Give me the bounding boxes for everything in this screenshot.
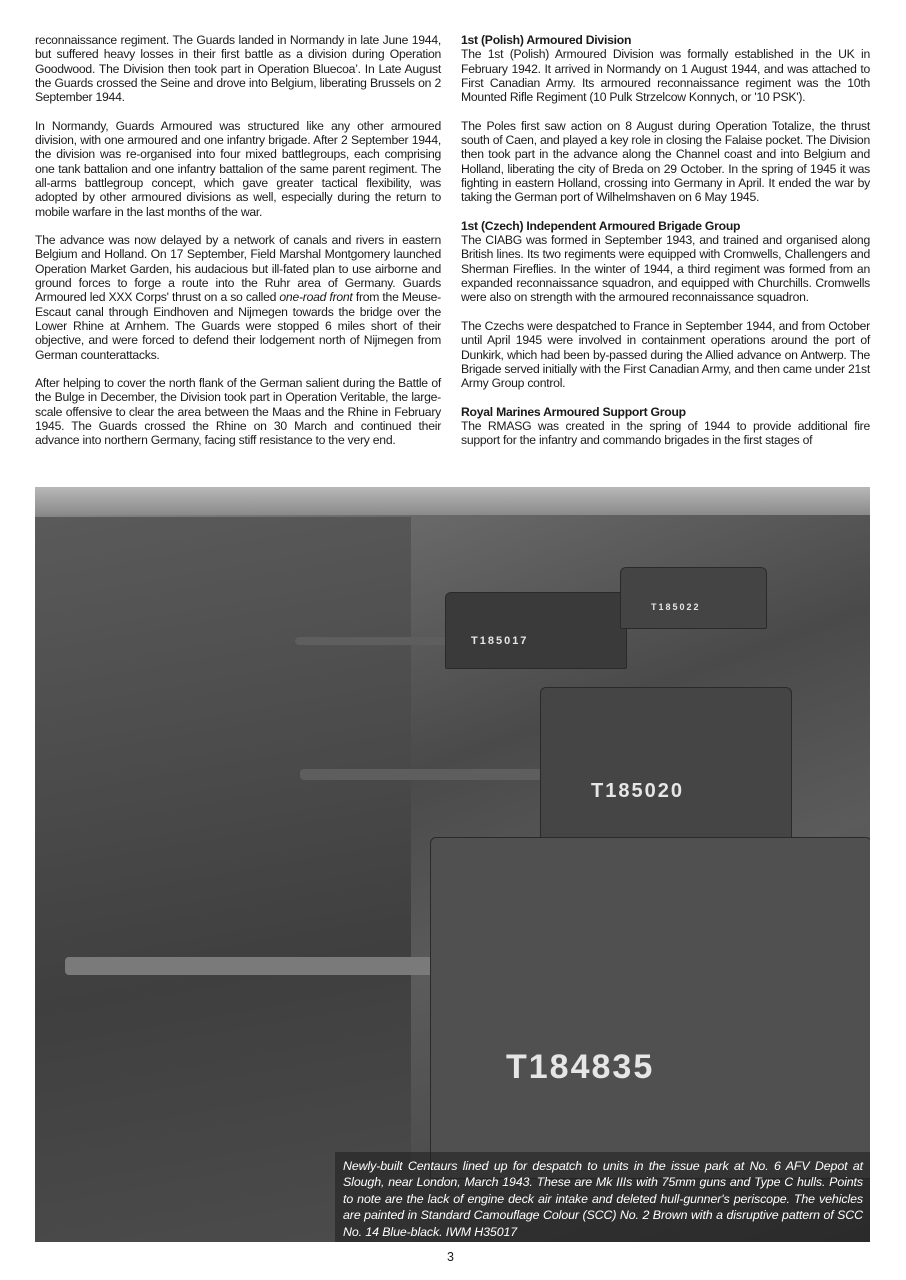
tank-turret: [540, 687, 792, 839]
tank-turret: [430, 837, 870, 1179]
tank-gun: [295, 637, 455, 645]
text: from the Meuse-Escaut canal through Eindhoven and Nijmegen towards the bridge over the Lower Rhine at Arnhem. The Guards were stopped 6 miles short of their objective, and were forced to defend their lodgement north of Nijmegen from German counterattacks.: [35, 290, 441, 362]
paragraph: The CIABG was formed in September 1943, and trained and organised along British lines. Its two regiments were equipped with Cromwells, Challengers and Sherman Fireflies. In the winter of 1944, a third regiment was formed from an expanded reconnaissance squadron, and equipped with Churchills. Cromwells were also on strength with the armoured reconnaissance squadron.: [461, 233, 870, 305]
paragraph: [35, 233, 441, 362]
tank-gun: [65, 957, 445, 975]
turret-marking: T184835: [506, 1048, 655, 1086]
paragraph: The RMASG was created in the spring of 1944 to provide additional fire support for the infantry and commando brigades in the first stages of: [461, 419, 870, 448]
paragraph: The 1st (Polish) Armoured Division was formally established in the UK in February 1942. It arrived in Normandy on 1 August 1944, and was attached to First Canadian Army. Its armoured reconnaissance regiment was the 10th Mounted Rifle Regiment (10 Pulk Strzelcow Konnych, or '10 PSK').: [461, 47, 870, 105]
section-heading: Royal Marines Armoured Support Group: [461, 404, 686, 419]
paragraph: reconnaissance regiment. The Guards landed in Normandy in late June 1944, but suffered heavy losses in their first battle as a division during Operation Goodwood. The Division then took part in Operation Bluecoa’. In Late August the Guards crossed the Seine and drove into Belgium, liberating Brussels on 2 September 1944.: [35, 33, 441, 105]
paragraph: The Poles first saw action on 8 August during Operation Totalize, the thrust south of Caen, and played a key role in closing the Falaise pocket. The Division then took part in the advance along the Channel coast and into Belgium and Holland, liberating the city of Breda on 29 October. In the spring of 1945 it was fighting in eastern Holland, crossing into Germany in April. It ended the war by taking the German port of Wilhelmshaven on 6 May 1945.: [461, 118, 870, 205]
paragraph: In Normandy, Guards Armoured was structured like any other armoured division, with one armoured and one infantry brigade. After 2 September 1944, the division was re-organised into four mixed battlegroups, each comprising one tank battalion and one infantry battalion of the same parent regiment. The all-arms battlegroup concept, which gave greater tactical flexibility, was adopted by other armoured divisions as well, especially during the return to mobile warfare in the last months of the war.: [35, 118, 441, 219]
text: The advance was now delayed by a network of canals and rivers in eastern Belgium and Holland. On 17 September, Field Marshal Montgomery launched Operation Market Garden, his audacious but ill-fated plan to use airborne and ground forces to forge a route into the Ruhr area of Germany. Guards Armoured led XXX Corps' thrust on a so called: [35, 233, 441, 305]
tank-turret: [620, 567, 767, 629]
section-heading: 1st (Polish) Armoured Division: [461, 33, 632, 47]
section-heading: 1st (Czech) Independent Armoured Brigade Group: [461, 218, 741, 233]
photo-caption: Newly-built Centaurs lined up for despatch to units in the issue park at No. 6 AFV Depot at Slough, near London, March 1943. These are Mk IIIs with 75mm guns and Type C hulls. Points to note are the lack of engine deck air intake and deleted hull-gunner's periscope. The vehicles are painted in Standard Camouflage Colour (SCC) No. 2 Brown with a disruptive pattern of SCC No. 14 Blue-black. IWM H35017: [343, 1159, 863, 1239]
italic-term: one-road front: [279, 290, 353, 305]
paragraph: After helping to cover the north flank of the German salient during the Battle of the Bulge in December, the Division took part in Operation Veritable, the large-scale offensive to clear the area between the Maas and the Rhine in February 1945. The Guards crossed the Rhine on 30 March and continued their advance into northern Germany, facing stiff resistance to the very end.: [35, 376, 441, 448]
turret-marking: T185022: [651, 602, 701, 612]
turret-marking: T185020: [591, 780, 684, 802]
photo-sky: [35, 487, 870, 515]
paragraph: The Czechs were despatched to France in September 1944, and from October until April 1945 were involved in containment operations around the port of Dunkirk, which had been by-passed during the Allied advance on Antwerp. The Brigade served initially with the First Canadian Army, and then came under 21st Army Group control.: [461, 318, 870, 391]
photo-ground: [35, 517, 411, 1242]
tank-gun: [300, 769, 550, 780]
turret-marking: T185017: [471, 635, 529, 647]
tank-photo: [35, 487, 870, 1242]
tank-turret: [445, 592, 627, 669]
left-column: [35, 33, 441, 462]
page-number: 3: [447, 1250, 454, 1264]
right-column: [461, 33, 870, 462]
